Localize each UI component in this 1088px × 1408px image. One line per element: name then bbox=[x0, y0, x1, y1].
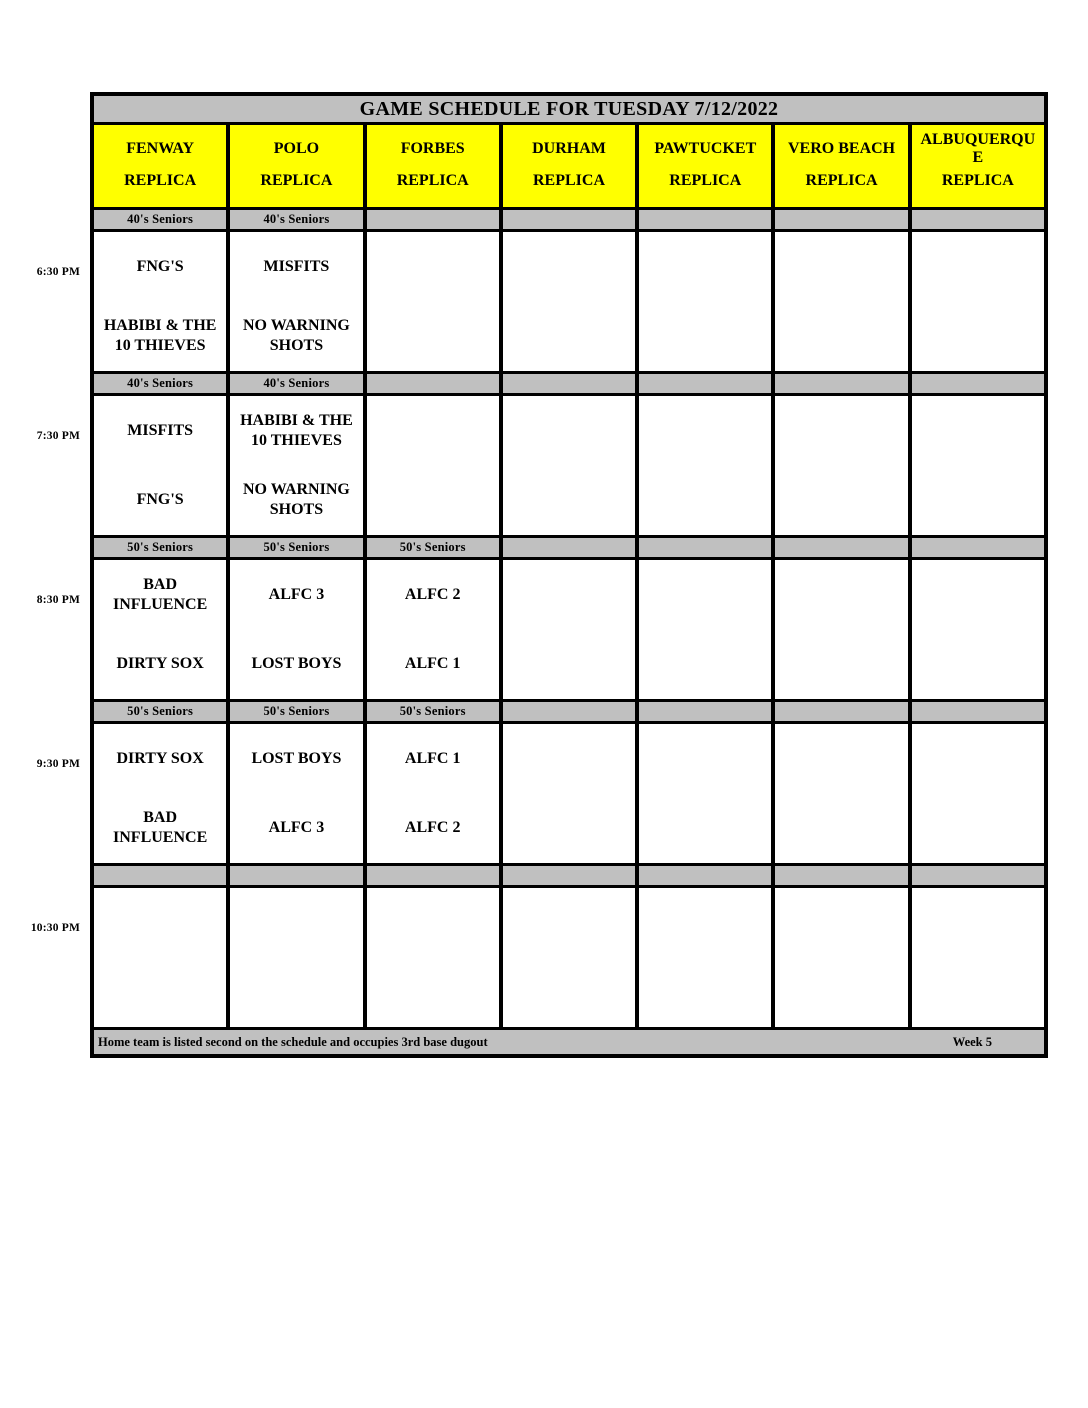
field-header-polo bbox=[230, 125, 362, 207]
away-team: FNG'S bbox=[136, 257, 184, 275]
division-label: 50's Seniors bbox=[94, 702, 226, 721]
division-label bbox=[912, 210, 1044, 229]
home-team: DIRTY SOX bbox=[116, 655, 204, 673]
game-cell bbox=[775, 232, 907, 371]
away-team: DIRTY SOX bbox=[116, 749, 204, 767]
field-name: ALBUQUERQUE bbox=[920, 131, 1036, 166]
away-team: HABIBI & THE 10 THIEVES bbox=[240, 411, 353, 449]
field-name: DURHAM bbox=[532, 140, 606, 157]
division-label: 50's Seniors bbox=[367, 702, 499, 721]
game-cell bbox=[639, 396, 771, 535]
division-label bbox=[367, 210, 499, 229]
division-label: 50's Seniors bbox=[230, 538, 362, 557]
field-name: FORBES bbox=[400, 140, 465, 157]
division-label: 50's Seniors bbox=[367, 538, 499, 557]
field-header-albuquerque bbox=[912, 125, 1044, 207]
game-cell bbox=[503, 560, 635, 699]
field-name: FENWAY bbox=[126, 140, 195, 157]
game-cell bbox=[94, 724, 226, 863]
game-cell bbox=[639, 724, 771, 863]
away-team: MISFITS bbox=[127, 421, 194, 439]
division-label bbox=[503, 210, 635, 229]
time-label-630pm: 6:30 PM bbox=[36, 266, 80, 278]
footer-note: Home team is listed second on the schedule and occupies 3rd base dugout bbox=[98, 1034, 488, 1049]
time-label-1030pm: 10:30 PM bbox=[30, 922, 80, 934]
home-team: NO WARNING SHOTS bbox=[243, 481, 350, 519]
game-cell bbox=[503, 724, 635, 863]
game-cell bbox=[94, 232, 226, 371]
game-cell bbox=[912, 396, 1044, 535]
home-team: HABIBI & THE 10 THIEVES bbox=[103, 317, 217, 355]
game-row-930pm bbox=[94, 724, 1044, 863]
division-label bbox=[912, 538, 1044, 557]
field-header-row bbox=[94, 125, 1044, 207]
division-label bbox=[639, 866, 771, 885]
division-row-730pm bbox=[94, 374, 1044, 393]
field-header-forbes bbox=[367, 125, 499, 207]
home-team: ALFC 1 bbox=[404, 655, 461, 673]
home-team: LOST BOYS bbox=[251, 655, 342, 673]
division-label bbox=[639, 702, 771, 721]
division-row-830pm bbox=[94, 538, 1044, 557]
division-label bbox=[639, 374, 771, 393]
home-team: NO WARNING SHOTS bbox=[243, 317, 350, 355]
field-header-fenway bbox=[94, 125, 226, 207]
game-cell bbox=[230, 232, 362, 371]
division-label bbox=[639, 210, 771, 229]
game-row-830pm bbox=[94, 560, 1044, 699]
field-sub: REPLICA bbox=[669, 172, 742, 189]
game-cell bbox=[639, 560, 771, 699]
away-team: LOST BOYS bbox=[251, 749, 342, 767]
field-sub: REPLICA bbox=[941, 172, 1014, 189]
division-label bbox=[912, 374, 1044, 393]
division-label bbox=[503, 866, 635, 885]
division-label: 50's Seniors bbox=[94, 538, 226, 557]
game-cell bbox=[94, 560, 226, 699]
game-cell bbox=[94, 888, 226, 1027]
game-cell bbox=[94, 396, 226, 535]
game-cell bbox=[503, 232, 635, 371]
game-cell bbox=[367, 724, 499, 863]
game-cell bbox=[912, 560, 1044, 699]
time-label-730pm: 7:30 PM bbox=[36, 430, 80, 442]
away-team: ALFC 2 bbox=[404, 585, 461, 603]
schedule-title: GAME SCHEDULE FOR TUESDAY 7/12/2022 bbox=[94, 96, 1044, 122]
game-row-1030pm bbox=[94, 888, 1044, 1027]
game-cell bbox=[367, 396, 499, 535]
away-team: BAD INFLUENCE bbox=[113, 575, 208, 613]
field-name: VERO BEACH bbox=[788, 140, 896, 157]
field-sub: REPLICA bbox=[124, 172, 197, 189]
division-label bbox=[94, 866, 226, 885]
away-team: ALFC 3 bbox=[268, 585, 325, 603]
division-row-630pm bbox=[94, 210, 1044, 229]
game-cell bbox=[367, 560, 499, 699]
field-name: PAWTUCKET bbox=[654, 140, 757, 157]
field-header-pawtucket bbox=[639, 125, 771, 207]
game-cell bbox=[775, 560, 907, 699]
division-label: 40's Seniors bbox=[94, 374, 226, 393]
game-cell bbox=[775, 888, 907, 1027]
division-label bbox=[367, 866, 499, 885]
game-cell bbox=[367, 232, 499, 371]
division-label bbox=[912, 702, 1044, 721]
time-label-930pm: 9:30 PM bbox=[36, 758, 80, 770]
home-team: ALFC 2 bbox=[404, 819, 461, 837]
field-header-durham bbox=[503, 125, 635, 207]
game-row-630pm bbox=[94, 232, 1044, 371]
game-cell bbox=[503, 888, 635, 1027]
game-cell bbox=[367, 888, 499, 1027]
division-label: 40's Seniors bbox=[230, 374, 362, 393]
game-cell bbox=[230, 560, 362, 699]
field-sub: REPLICA bbox=[805, 172, 878, 189]
game-cell bbox=[230, 396, 362, 535]
division-label bbox=[503, 374, 635, 393]
division-label bbox=[775, 702, 907, 721]
footer bbox=[94, 1030, 1044, 1054]
game-cell bbox=[775, 724, 907, 863]
division-row-930pm bbox=[94, 702, 1044, 721]
game-cell bbox=[230, 724, 362, 863]
division-label bbox=[367, 374, 499, 393]
division-label bbox=[775, 374, 907, 393]
game-cell bbox=[775, 396, 907, 535]
division-label bbox=[912, 866, 1044, 885]
game-cell bbox=[912, 724, 1044, 863]
division-label bbox=[775, 538, 907, 557]
field-header-vero-beach bbox=[775, 125, 907, 207]
home-team: FNG'S bbox=[136, 491, 184, 509]
division-label bbox=[503, 538, 635, 557]
division-label bbox=[775, 210, 907, 229]
field-name: POLO bbox=[273, 140, 320, 157]
game-cell bbox=[639, 888, 771, 1027]
division-label bbox=[503, 702, 635, 721]
division-label: 40's Seniors bbox=[230, 210, 362, 229]
home-team: ALFC 3 bbox=[268, 819, 325, 837]
away-team: MISFITS bbox=[263, 257, 330, 275]
division-label: 50's Seniors bbox=[230, 702, 362, 721]
division-row-1030pm bbox=[94, 866, 1044, 885]
away-team: ALFC 1 bbox=[404, 749, 461, 767]
home-team: BAD INFLUENCE bbox=[113, 809, 208, 847]
division-label bbox=[639, 538, 771, 557]
game-cell bbox=[912, 888, 1044, 1027]
division-label bbox=[230, 866, 362, 885]
schedule-table bbox=[90, 92, 1048, 1058]
division-label: 40's Seniors bbox=[94, 210, 226, 229]
game-cell bbox=[230, 888, 362, 1027]
time-label-830pm: 8:30 PM bbox=[36, 594, 80, 606]
division-label bbox=[775, 866, 907, 885]
game-cell bbox=[912, 232, 1044, 371]
game-row-730pm bbox=[94, 396, 1044, 535]
week-label: Week 5 bbox=[952, 1034, 992, 1049]
game-cell bbox=[503, 396, 635, 535]
game-cell bbox=[639, 232, 771, 371]
field-sub: REPLICA bbox=[396, 172, 469, 189]
field-sub: REPLICA bbox=[260, 172, 333, 189]
field-sub: REPLICA bbox=[532, 172, 605, 189]
